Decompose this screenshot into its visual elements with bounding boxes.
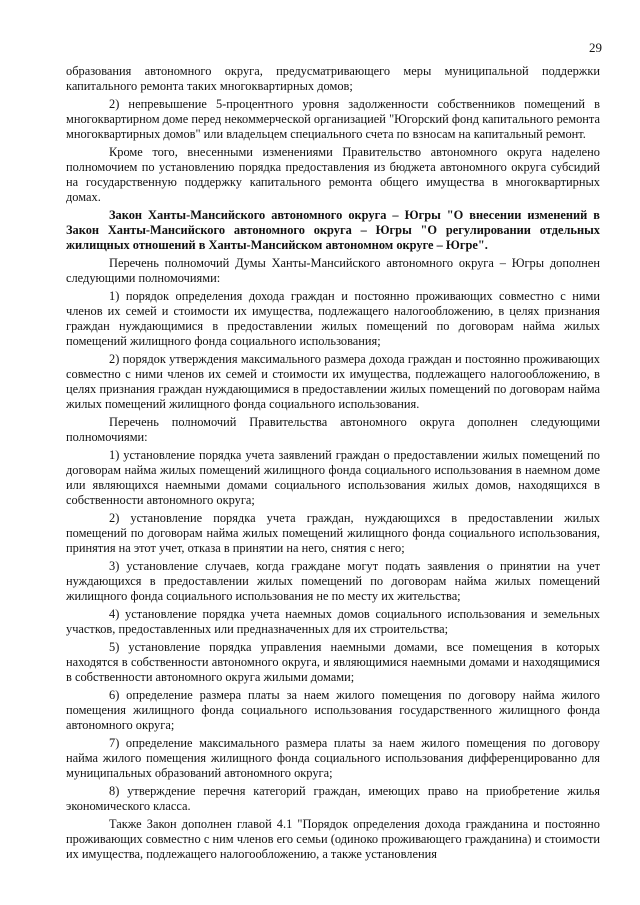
body-paragraph: 5) установление порядка управления наемными домами, все помещения в которых находятся в собственности автономного округа, и являющимися наемными домами и находящимися в собственности автономного округа жилыми домами; — [66, 640, 600, 684]
body-paragraph: Перечень полномочий Правительства автономного округа дополнен следующими полномочиями: — [66, 415, 600, 444]
body-paragraph: 1) порядок определения дохода граждан и постоянно проживающих совместно с ними членов их семей и стоимости их имущества, подлежащего налогообложению, в целях признания граждан нуждающимися в предоставлении жилых помещений по договорам найма жилых помещений жилищного фонда социального использования; — [66, 289, 600, 348]
page-number: 29 — [589, 40, 602, 55]
body-paragraph: 2) порядок утверждения максимального размера дохода граждан и постоянно проживающих совместно с ними членов их семей и стоимости их имущества, подлежащего налогообложению, в целях признания граждан нуждающимися в предоставлении жилых помещений по договорам найма жилых помещений жилищного фонда социального использования. — [66, 352, 600, 411]
body-paragraph: 3) установление случаев, когда граждане могут подать заявления о принятии на учет нуждающихся в предоставлении жилых помещений по договорам найма жилых помещений жилищного фонда социального использования не по месту их жительства; — [66, 559, 600, 603]
body-paragraph: 4) установление порядка учета наемных домов социального использования и земельных участков, предоставленных или предназначенных для их строительства; — [66, 607, 600, 636]
body-paragraph: Кроме того, внесенными изменениями Правительство автономного округа наделено полномочием по установлению порядка предоставления из бюджета автономного округа субсидий на государственную поддержку капитального ремонта общего имущества в многоквартирных домах. — [66, 145, 600, 204]
body-paragraph: 8) утверждение перечня категорий граждан, имеющих право на приобретение жилья экономического класса. — [66, 784, 600, 813]
document-body — [66, 64, 600, 865]
body-paragraph: 2) установление порядка учета граждан, нуждающихся в предоставлении жилых помещений по договорам найма жилых помещений жилищного фонда социального использования, принятия на этот учет, отказа в принятии на него, снятия с него; — [66, 511, 600, 555]
body-paragraph: образования автономного округа, предусматривающего меры муниципальной поддержки капитального ремонта таких многоквартирных домов; — [66, 64, 600, 93]
law-heading-paragraph: Закон Ханты-Мансийского автономного округа – Югры "О внесении изменений в Закон Ханты-Мансийского автономного округа – Югры "О регулировании отдельных жилищных отношений в Ханты-Мансийском автономном округе – Югре". — [66, 208, 600, 252]
body-paragraph: Также Закон дополнен главой 4.1 "Порядок определения дохода гражданина и постоянно проживающих совместно с ним членов его семьи (одиноко проживающего гражданина) и стоимости их имущества, подлежащего налогообложению, а также установления — [66, 817, 600, 861]
body-paragraph: 7) определение максимального размера платы за наем жилого помещения по договору найма жилого помещения жилищного фонда социального использования дифференцированно для муниципальных образований автономного округа; — [66, 736, 600, 780]
body-paragraph: 6) определение размера платы за наем жилого помещения по договору найма жилого помещения жилищного фонда социального использования государственного жилищного фонда автономного округа; — [66, 688, 600, 732]
body-paragraph: Перечень полномочий Думы Ханты-Мансийского автономного округа – Югры дополнен следующими полномочиями: — [66, 256, 600, 285]
body-paragraph: 1) установление порядка учета заявлений граждан о предоставлении жилых помещений по договорам найма жилых помещений жилищного фонда социального использования в наемном доме или являющихся наемными домами социального использования жилых домов, находящихся в собственности автономного округа; — [66, 448, 600, 507]
body-paragraph: 2) непревышение 5-процентного уровня задолженности собственников помещений в многоквартирном доме перед некоммерческой организацией "Югорский фонд капитального ремонта многоквартирных домов" или владельцем специального счета по взносам на капитальный ремонт. — [66, 97, 600, 141]
